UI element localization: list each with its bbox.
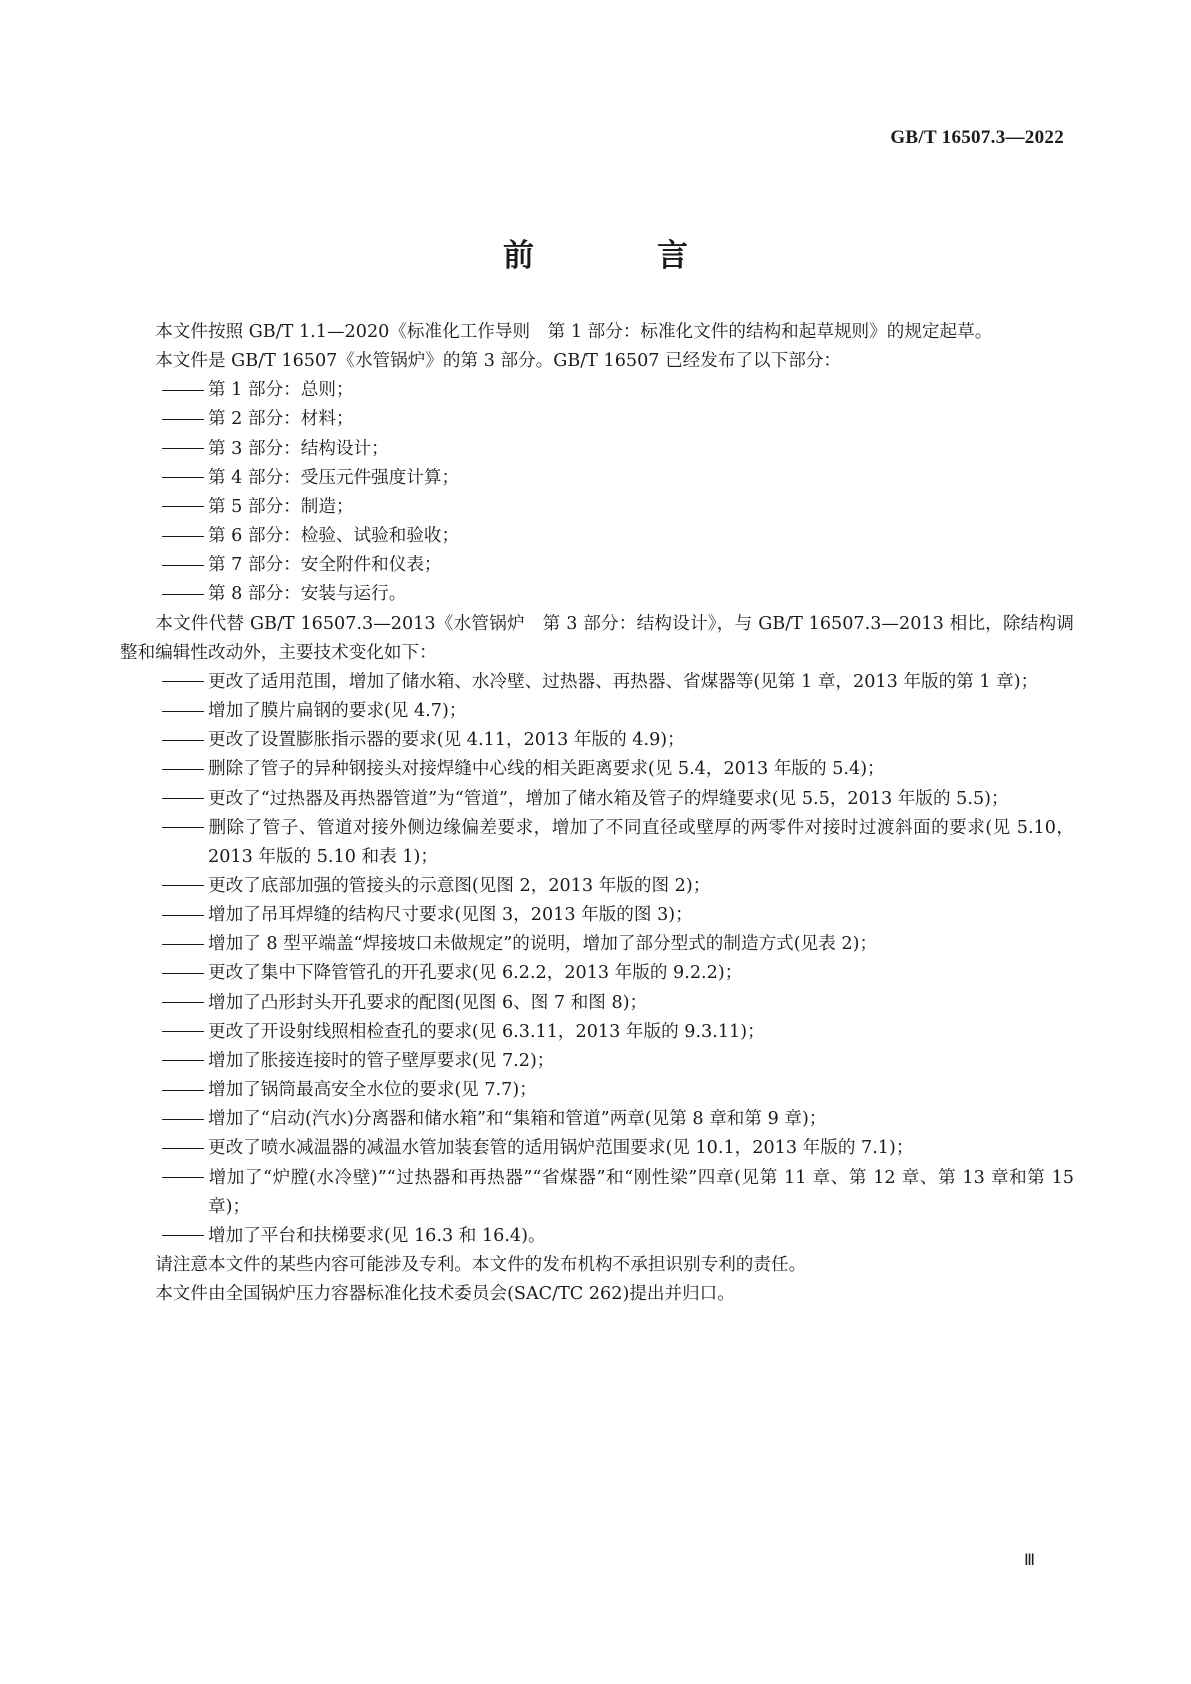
dash-bullet bbox=[162, 448, 204, 449]
dash-bullet bbox=[162, 681, 204, 682]
page-title: 前 言 bbox=[503, 238, 734, 274]
change-item: 增加了膜片扁钢的要求(见 4.7)； bbox=[120, 697, 1074, 726]
change-item: 增加了胀接连接时的管子壁厚要求(见 7.2)； bbox=[120, 1047, 1074, 1076]
dash-bullet bbox=[162, 1060, 204, 1061]
change-item: 增加了平台和扶梯要求(见 16.3 和 16.4)。 bbox=[120, 1222, 1074, 1251]
dash-bullet bbox=[162, 769, 204, 770]
change-item: 更改了集中下降管管孔的开孔要求(见 6.2.2，2013 年版的 9.2.2)； bbox=[120, 959, 1074, 988]
dash-bullet bbox=[162, 1002, 204, 1003]
dash-bullet bbox=[162, 973, 204, 974]
change-item: 增加了吊耳焊缝的结构尺寸要求(见图 3，2013 年版的图 3)； bbox=[120, 901, 1074, 930]
document-number: GB/T 16507.3—2022 bbox=[890, 127, 1064, 148]
change-item: 增加了锅筒最高安全水位的要求(见 7.7)； bbox=[120, 1076, 1074, 1105]
change-item: 增加了凸形封头开孔要求的配图(见图 6、图 7 和图 8)； bbox=[120, 989, 1074, 1018]
dash-bullet bbox=[162, 740, 204, 741]
list-item: 第 8 部分：安装与运行。 bbox=[120, 580, 1074, 609]
patent-notice: 请注意本文件的某些内容可能涉及专利。本文件的发布机构不承担识别专利的责任。 bbox=[155, 1255, 807, 1275]
dash-bullet bbox=[162, 565, 204, 566]
dash-bullet bbox=[162, 1031, 204, 1032]
dash-bullet bbox=[162, 944, 204, 945]
list-item: 第 4 部分：受压元件强度计算； bbox=[120, 464, 1074, 493]
list-item: 第 2 部分：材料； bbox=[120, 405, 1074, 434]
change-item: 删除了管子、管道对接外侧边缘偏差要求，增加了不同直径或壁厚的两零件对接时过渡斜面的要求(见 5.10，2013 年版的 5.10 和表 1)； bbox=[120, 814, 1074, 872]
list-item: 第 7 部分：安全附件和仪表； bbox=[120, 551, 1074, 580]
dash-bullet bbox=[162, 419, 204, 420]
dash-bullet bbox=[162, 827, 204, 828]
document-body bbox=[120, 318, 1074, 1309]
page-number: Ⅲ bbox=[1024, 1552, 1036, 1569]
change-item: 更改了适用范围，增加了储水箱、水冷壁、过热器、再热器、省煤器等(见第 1 章，2013 年版的第 1 章)； bbox=[120, 668, 1074, 697]
list-item: 第 6 部分：检验、试验和验收； bbox=[120, 522, 1074, 551]
replacement-paragraph: 本文件代替 GB/T 16507.3—2013《水管锅炉 第 3 部分：结构设计》，与 GB/T 16507.3—2013 相比，除结构调整和编辑性改动外，主要技术变化如下： bbox=[120, 613, 1074, 663]
change-item: 更改了开设射线照相检查孔的要求(见 6.3.11，2013 年版的 9.3.11)； bbox=[120, 1018, 1074, 1047]
dash-bullet bbox=[162, 885, 204, 886]
list-item: 第 5 部分：制造； bbox=[120, 493, 1074, 522]
change-item: 增加了 8 型平端盖“焊接坡口未做规定”的说明，增加了部分型式的制造方式(见表 2)； bbox=[120, 930, 1074, 959]
list-item: 第 3 部分：结构设计； bbox=[120, 435, 1074, 464]
dash-bullet bbox=[162, 798, 204, 799]
dash-bullet bbox=[162, 1090, 204, 1091]
dash-bullet bbox=[162, 536, 204, 537]
dash-bullet bbox=[162, 915, 204, 916]
list-item: 第 1 部分：总则； bbox=[120, 376, 1074, 405]
intro-paragraph: 本文件按照 GB/T 1.1—2020《标准化工作导则 第 1 部分：标准化文件的结构和起草规则》的规定起草。 bbox=[155, 322, 993, 342]
change-item: 增加了“炉膛(水冷壁)”“过热器和再热器”“省煤器”和“刚性梁”四章(见第 11 章、第 12 章、第 13 章和第 15 章)； bbox=[120, 1164, 1074, 1222]
dash-bullet bbox=[162, 594, 204, 595]
change-item: 增加了“启动(汽水)分离器和储水箱”和“集箱和管道”两章(见第 8 章和第 9 章)； bbox=[120, 1105, 1074, 1134]
intro-paragraph: 本文件是 GB/T 16507《水管锅炉》的第 3 部分。GB/T 16507 已经发布了以下部分： bbox=[155, 351, 842, 372]
dash-bullet bbox=[162, 477, 204, 478]
change-item: 更改了“过热器及再热器管道”为“管道”，增加了储水箱及管子的焊缝要求(见 5.5，2013 年版的 5.5)； bbox=[120, 785, 1074, 814]
dash-bullet bbox=[162, 1177, 204, 1178]
change-item: 删除了管子的异种钢接头对接焊缝中心线的相关距离要求(见 5.4，2013 年版的 5.4)； bbox=[120, 755, 1074, 784]
dash-bullet bbox=[162, 506, 204, 507]
change-item: 更改了设置膨胀指示器的要求(见 4.11，2013 年版的 4.9)； bbox=[120, 726, 1074, 755]
change-item: 更改了喷水减温器的减温水管加装套管的适用锅炉范围要求(见 10.1，2013 年版的 7.1)； bbox=[120, 1134, 1074, 1163]
dash-bullet bbox=[162, 390, 204, 391]
change-item: 更改了底部加强的管接头的示意图(见图 2，2013 年版的图 2)； bbox=[120, 872, 1074, 901]
dash-bullet bbox=[162, 711, 204, 712]
dash-bullet bbox=[162, 1119, 204, 1120]
dash-bullet bbox=[162, 1148, 204, 1149]
proposer-statement: 本文件由全国锅炉压力容器标准化技术委员会(SAC/TC 262)提出并归口。 bbox=[155, 1284, 735, 1305]
dash-bullet bbox=[162, 1235, 204, 1236]
